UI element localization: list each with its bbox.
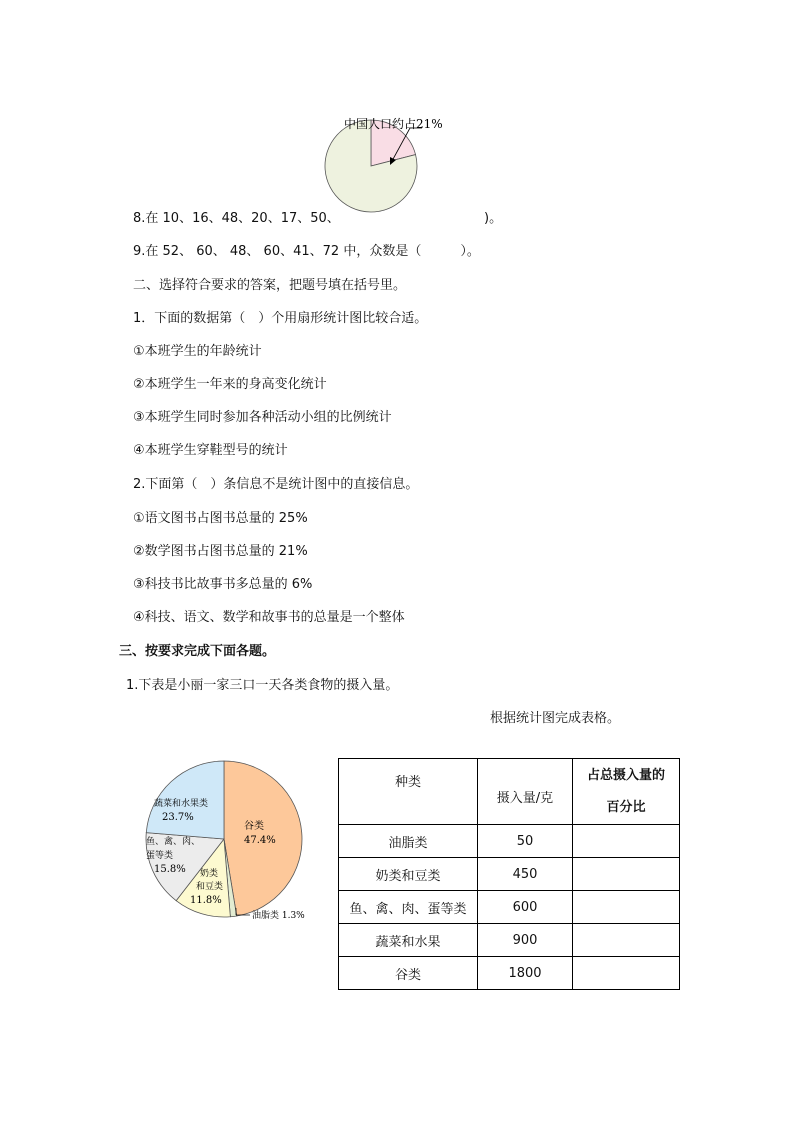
question-2-1-option-2: ②本班学生一年来的身高变化统计 (133, 377, 327, 392)
veg-percent: 23.7% (162, 812, 194, 823)
question-8-end: )。 (484, 211, 503, 226)
question-2-2: 2.下面第（ ）条信息不是统计图中的直接信息。 (133, 477, 419, 492)
meat-label-2: 蛋等类 (146, 851, 174, 861)
grain-label: 谷类 (244, 821, 264, 832)
row-category: 奶类和豆类 (339, 858, 478, 891)
row-amount: 450 (478, 858, 573, 891)
question-2-1-option-3: ③本班学生同时参加各种活动小组的比例统计 (133, 410, 392, 425)
section-3-heading: 三、按要求完成下面各题。 (119, 644, 276, 659)
row-amount: 900 (478, 924, 573, 957)
row-percent-cell[interactable] (573, 825, 680, 858)
food-intake-table (338, 758, 680, 990)
dairy-label-2: 和豆类 (196, 882, 224, 892)
population-pie-chart (310, 106, 510, 236)
veg-label: 蔬菜和水果类 (154, 799, 209, 809)
table-row (339, 957, 680, 990)
oil-label: 油脂类 1.3% (252, 911, 305, 921)
section-2-heading: 二、选择符合要求的答案，把题号填在括号里。 (133, 278, 407, 293)
row-amount: 50 (478, 825, 573, 858)
row-amount: 600 (478, 891, 573, 924)
question-9: 9.在 52、 60、 48、 60、41、72 中，众数是（ ）。 (133, 244, 480, 259)
question-2-1-option-1: ①本班学生的年龄统计 (133, 344, 262, 359)
table-row (339, 825, 680, 858)
dairy-percent: 11.8% (190, 895, 222, 906)
table-row (339, 858, 680, 891)
question-2-2-option-2: ②数学图书占图书总量的 21% (133, 544, 308, 559)
header-amount: 摄入量/克 (478, 759, 573, 825)
table-row (339, 924, 680, 957)
question-2-1: 1．下面的数据第（ ）个用扇形统计图比较合适。 (133, 311, 428, 326)
row-percent-cell[interactable] (573, 891, 680, 924)
row-category: 谷类 (339, 957, 478, 990)
pie1-label: 中国人口约占21% (344, 117, 443, 131)
question-2-2-option-1: ①语文图书占图书总量的 25% (133, 511, 308, 526)
question-2-2-option-4: ④科技、语文、数学和故事书的总量是一个整体 (133, 610, 405, 625)
table-row (339, 891, 680, 924)
row-percent-cell[interactable] (573, 924, 680, 957)
food-intake-pie-chart (140, 755, 330, 930)
row-amount: 1800 (478, 957, 573, 990)
question-8: 8.在 10、16、48、20、17、50、 (133, 211, 340, 226)
meat-percent: 15.8% (154, 864, 186, 875)
row-category: 蔬菜和水果 (339, 924, 478, 957)
question-3-1: 1.下表是小丽一家三口一天各类食物的摄入量。 (126, 678, 399, 693)
row-percent-cell[interactable] (573, 957, 680, 990)
question-2-2-option-3: ③科技书比故事书多总量的 6% (133, 577, 313, 592)
row-category: 鱼、禽、肉、蛋等类 (339, 891, 478, 924)
meat-label-1: 鱼、禽、肉、 (146, 837, 201, 847)
row-percent-cell[interactable] (573, 858, 680, 891)
header-category: 种类 (339, 759, 478, 825)
question-2-1-option-4: ④本班学生穿鞋型号的统计 (133, 443, 288, 458)
grain-percent: 47.4% (244, 835, 276, 846)
table-instruction: 根据统计图完成表格。 (490, 711, 621, 726)
header-percent: 占总摄入量的 百分比 (573, 759, 680, 825)
dairy-label-1: 奶类 (200, 869, 219, 879)
row-category: 油脂类 (339, 825, 478, 858)
